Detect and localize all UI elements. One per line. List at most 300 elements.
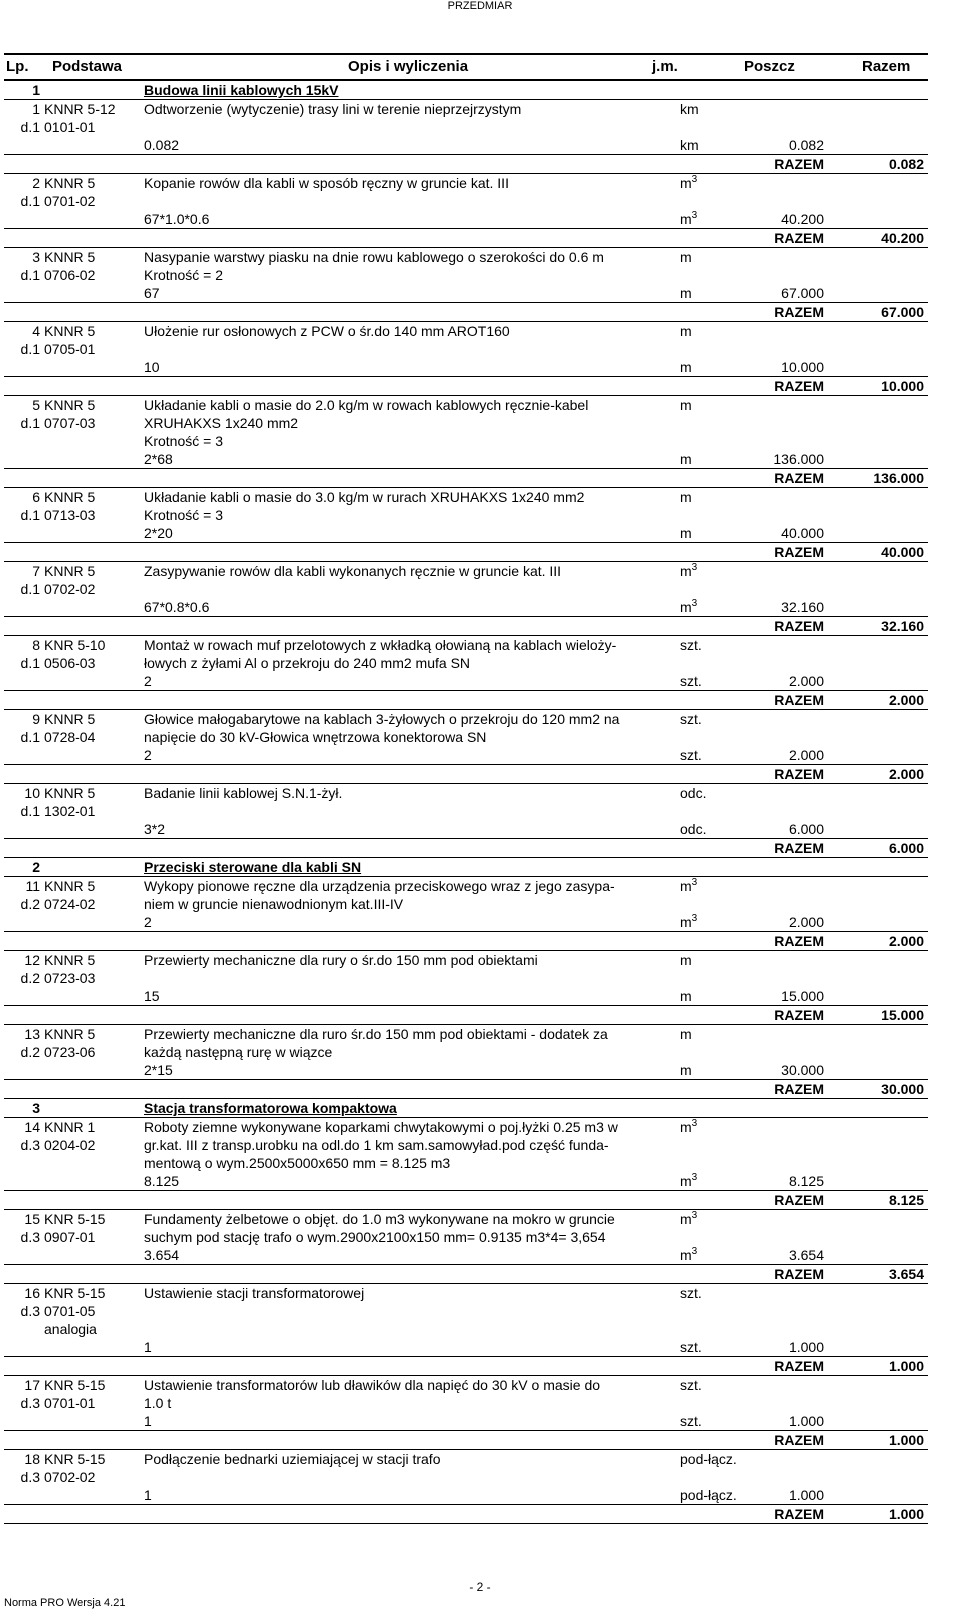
item-description: każdą następną rurę w wiązce [144, 1044, 333, 1060]
estimate-item [4, 562, 928, 636]
item-number: d.1 [20, 729, 40, 745]
calculation-unit: $m^3$ [680, 210, 698, 227]
estimate-item [4, 322, 928, 396]
item-line [4, 414, 928, 432]
item-line [4, 1228, 928, 1246]
col-desc: Opis i wyliczenia [348, 58, 469, 75]
item-total: 30.000 [881, 1081, 924, 1097]
item-total: 3.654 [888, 1266, 924, 1282]
item-description: Odtworzenie (wytyczenie) trasy lini w terenie nieprzejrzystym [144, 101, 522, 117]
section-title: Budowa linii kablowych 15kV [144, 82, 339, 98]
razem-label: RAZEM [774, 766, 824, 782]
item-line [4, 340, 928, 358]
item-line [4, 322, 928, 340]
item-description: Badanie linii kablowej S.N.1-żył. [144, 785, 343, 801]
item-unit: pod-łącz. [680, 1451, 737, 1467]
calculation-unit: m [680, 285, 692, 301]
item-number: d.1 [20, 193, 40, 209]
item-line [4, 654, 928, 672]
item-line [4, 100, 928, 118]
estimate-item [4, 784, 928, 858]
item-number: 9 [32, 711, 40, 727]
calculation-unit: m [680, 359, 692, 375]
calculation: 15 [144, 988, 160, 1004]
razem-label: RAZEM [774, 618, 824, 634]
estimate-item [4, 877, 928, 951]
item-line [4, 1468, 928, 1486]
item-number: 1 [32, 101, 40, 117]
estimate-item [4, 951, 928, 1025]
calculation: 3*2 [144, 821, 166, 837]
col-qty: Poszcz [744, 58, 795, 75]
item-description: Krotność = 2 [144, 267, 223, 283]
calculation-line [4, 598, 928, 616]
section-number: 1 [32, 82, 40, 98]
item-total: 0.082 [888, 156, 924, 172]
item-basis: KNR 5-15 [44, 1451, 106, 1467]
razem-line [4, 154, 928, 173]
section-number: 3 [32, 1100, 40, 1116]
estimate-item [4, 1118, 928, 1210]
item-number: 13 [24, 1026, 40, 1042]
razem-label: RAZEM [774, 1432, 824, 1448]
calculation: 0.082 [144, 137, 180, 153]
item-description: Układanie kabli o masie do 3.0 kg/m w rurach XRUHAKXS 1x240 mm2 [144, 489, 585, 505]
item-description: Krotność = 3 [144, 507, 223, 523]
item-number: 17 [24, 1377, 40, 1393]
section-heading [4, 858, 928, 877]
item-unit: m [680, 952, 692, 968]
calculation-unit: $m^3$ [680, 598, 698, 615]
item-basis: KNR 5-15 [44, 1377, 106, 1393]
razem-label: RAZEM [774, 1266, 824, 1282]
item-basis: KNNR 1 [44, 1119, 96, 1135]
item-number: d.1 [20, 341, 40, 357]
item-number: d.1 [20, 119, 40, 135]
razem-label: RAZEM [774, 692, 824, 708]
razem-label: RAZEM [774, 304, 824, 320]
item-total: 67.000 [881, 304, 924, 320]
calculation-line [4, 746, 928, 764]
calculation-unit: m [680, 1062, 692, 1078]
calculation-line [4, 210, 928, 228]
item-total: 6.000 [888, 840, 924, 856]
item-unit: $m^3$ [680, 1118, 698, 1135]
calculation-line [4, 913, 928, 931]
item-line [4, 432, 928, 450]
item-description: Montaż w rowach muf przelotowych z wkładką ołowianą na kablach wieloży- [144, 637, 617, 653]
item-line [4, 1450, 928, 1468]
item-description: mentową o wym.2500x5000x650 mm = 8.125 m3 [144, 1155, 451, 1171]
razem-line [4, 1504, 928, 1523]
item-basis: KNR 5-15 [44, 1211, 106, 1227]
item-total: 2.000 [888, 766, 924, 782]
quantity: 8.125 [788, 1173, 824, 1189]
item-basis: 1302-01 [44, 803, 96, 819]
calculation-unit: pod-łącz. [680, 1487, 737, 1503]
razem-line [4, 838, 928, 857]
item-total: 2.000 [888, 692, 924, 708]
estimate-table [4, 53, 928, 1524]
item-total: 32.160 [881, 618, 924, 634]
razem-line [4, 931, 928, 950]
section-heading [4, 81, 928, 100]
item-description: Fundamenty żelbetowe o objęt. do 1.0 m3 wykonywane na mokro w gruncie [144, 1211, 615, 1227]
item-unit: km [680, 101, 699, 117]
item-basis: KNNR 5-12 [44, 101, 116, 117]
item-number: 5 [32, 397, 40, 413]
item-number: 2 [32, 175, 40, 191]
item-line [4, 1394, 928, 1412]
calculation: 3.654 [144, 1247, 180, 1263]
razem-line [4, 542, 928, 561]
calculation: 2 [144, 673, 152, 689]
item-number: d.2 [20, 896, 40, 912]
razem-label: RAZEM [774, 156, 824, 172]
calculation: 2*15 [144, 1062, 173, 1078]
item-number: 7 [32, 563, 40, 579]
item-description: 1.0 t [144, 1395, 172, 1411]
razem-line [4, 1079, 928, 1098]
item-basis: analogia [44, 1321, 97, 1337]
item-line [4, 1043, 928, 1061]
calculation-unit: m [680, 451, 692, 467]
estimate-item [4, 1450, 928, 1524]
item-total: 40.200 [881, 230, 924, 246]
item-number: d.3 [20, 1137, 40, 1153]
estimate-item [4, 100, 928, 174]
item-total: 136.000 [873, 470, 924, 486]
item-unit: $m^3$ [680, 1210, 698, 1227]
item-description: Przewierty mechaniczne dla rury o śr.do 150 mm pod obiektami [144, 952, 538, 968]
calculation: 8.125 [144, 1173, 180, 1189]
item-basis: 0728-04 [44, 729, 96, 745]
item-line [4, 784, 928, 802]
item-basis: 0707-03 [44, 415, 96, 431]
item-total: 15.000 [881, 1007, 924, 1023]
item-total: 1.000 [888, 1358, 924, 1374]
razem-line [4, 302, 928, 321]
item-description: łowych z żyłami Al o przekroju do 240 mm2 mufa SN [144, 655, 471, 671]
item-line [4, 396, 928, 414]
calculation: 67*1.0*0.6 [144, 211, 210, 227]
item-number: d.1 [20, 507, 40, 523]
item-description: XRUHAKXS 1x240 mm2 [144, 415, 299, 431]
col-total: Razem [862, 58, 911, 75]
item-number: 18 [24, 1451, 40, 1467]
razem-line [4, 228, 928, 247]
item-line [4, 562, 928, 580]
calculation-line [4, 672, 928, 690]
item-total: 1.000 [888, 1506, 924, 1522]
quantity: 1.000 [788, 1487, 824, 1503]
page-header-title: PRZEDMIAR [447, 0, 513, 12]
item-basis: KNNR 5 [44, 711, 96, 727]
item-line [4, 118, 928, 136]
item-basis: 0702-02 [44, 1469, 96, 1485]
razem-line [4, 1264, 928, 1283]
col-jm: j.m. [652, 58, 678, 75]
quantity: 1.000 [788, 1339, 824, 1355]
item-basis: 0706-02 [44, 267, 96, 283]
item-unit: $m^3$ [680, 877, 698, 894]
razem-label: RAZEM [774, 933, 824, 949]
item-unit: szt. [680, 637, 702, 653]
item-basis: 0204-02 [44, 1137, 96, 1153]
calculation: 2*20 [144, 525, 173, 541]
item-unit: szt. [680, 1377, 702, 1393]
item-description: suchym pod stację trafo o wym.2900x2100x150 mm= 0.9135 m3*4= 3,654 [144, 1229, 606, 1245]
table-body [4, 81, 928, 1524]
item-line [4, 174, 928, 192]
calculation-unit: szt. [680, 1413, 702, 1429]
calculation-unit: km [680, 137, 699, 153]
section-number: 2 [32, 859, 40, 875]
calculation: 2 [144, 914, 152, 930]
razem-line [4, 1356, 928, 1375]
item-line [4, 636, 928, 654]
calculation-unit: szt. [680, 673, 702, 689]
estimate-item [4, 710, 928, 784]
item-number: d.1 [20, 803, 40, 819]
item-line [4, 1118, 928, 1136]
quantity: 40.200 [781, 211, 824, 227]
item-number: 4 [32, 323, 40, 339]
quantity: 2.000 [788, 747, 824, 763]
item-line [4, 951, 928, 969]
item-line [4, 1320, 928, 1338]
calculation-unit: m [680, 988, 692, 1004]
item-total: 8.125 [888, 1192, 924, 1208]
item-description: gr.kat. III z transp.urobku na odl.do 1 km sam.samowyład.pod część funda- [144, 1137, 609, 1153]
razem-label: RAZEM [774, 840, 824, 856]
razem-label: RAZEM [774, 1358, 824, 1374]
item-basis: KNNR 5 [44, 878, 96, 894]
calculation-line [4, 284, 928, 302]
item-basis: 0713-03 [44, 507, 96, 523]
item-line [4, 802, 928, 820]
item-basis: KNNR 5 [44, 397, 96, 413]
item-basis: KNR 5-10 [44, 637, 106, 653]
software-version: Norma PRO Wersja 4.21 [4, 1597, 126, 1609]
calculation-line [4, 358, 928, 376]
razem-label: RAZEM [774, 544, 824, 560]
item-description: Przewierty mechaniczne dla ruro śr.do 150 mm pod obiektami - dodatek za [144, 1026, 608, 1042]
calculation-line [4, 524, 928, 542]
item-basis: 0705-01 [44, 341, 96, 357]
table-header [4, 53, 928, 81]
item-unit: $m^3$ [680, 562, 698, 579]
item-number: 6 [32, 489, 40, 505]
item-line [4, 580, 928, 598]
item-basis: KNNR 5 [44, 785, 96, 801]
quantity: 10.000 [781, 359, 824, 375]
item-line [4, 1376, 928, 1394]
calculation-unit: $m^3$ [680, 1172, 698, 1189]
item-description: Wykopy pionowe ręczne dla urządzenia przeciskowego wraz z jego zasypa- [144, 878, 615, 894]
calculation-line [4, 450, 928, 468]
quantity: 6.000 [788, 821, 824, 837]
item-number: d.2 [20, 970, 40, 986]
item-unit: m [680, 1026, 692, 1042]
calculation-unit: odc. [680, 821, 707, 837]
page-number: - 2 - [469, 1580, 491, 1594]
calculation-line [4, 1412, 928, 1430]
estimate-item [4, 248, 928, 322]
item-basis: KNNR 5 [44, 1026, 96, 1042]
item-unit: m [680, 397, 692, 413]
estimate-item [4, 1284, 928, 1376]
item-total: 10.000 [881, 378, 924, 394]
item-line [4, 969, 928, 987]
item-basis: KNR 5-15 [44, 1285, 106, 1301]
item-number: d.3 [20, 1303, 40, 1319]
item-line [4, 1302, 928, 1320]
calculation-line [4, 1486, 928, 1504]
item-description: Kopanie rowów dla kabli w sposób ręczny w gruncie kat. III [144, 175, 509, 191]
item-description: Krotność = 3 [144, 433, 223, 449]
razem-line [4, 376, 928, 395]
item-number: d.1 [20, 267, 40, 283]
col-base: Podstawa [52, 58, 123, 75]
calculation: 67*0.8*0.6 [144, 599, 210, 615]
section-title: Przeciski sterowane dla kabli SN [144, 859, 362, 875]
item-line [4, 1025, 928, 1043]
item-basis: 0724-02 [44, 896, 96, 912]
section-heading [4, 1099, 928, 1118]
item-number: d.3 [20, 1469, 40, 1485]
razem-line [4, 1190, 928, 1209]
item-line [4, 488, 928, 506]
calculation-line [4, 820, 928, 838]
item-number: 16 [24, 1285, 40, 1301]
item-total: 40.000 [881, 544, 924, 560]
razem-label: RAZEM [774, 1506, 824, 1522]
quantity: 1.000 [788, 1413, 824, 1429]
item-description: Nasypanie warstwy piasku na dnie rowu kablowego o szerokości do 0.6 m [144, 249, 604, 265]
item-line [4, 248, 928, 266]
quantity: 136.000 [773, 451, 824, 467]
quantity: 15.000 [781, 988, 824, 1004]
calculation: 2 [144, 747, 152, 763]
quantity: 40.000 [781, 525, 824, 541]
quantity: 32.160 [781, 599, 824, 615]
item-basis: KNNR 5 [44, 489, 96, 505]
item-line [4, 1136, 928, 1154]
calculation-unit: $m^3$ [680, 1246, 698, 1263]
item-total: 1.000 [888, 1432, 924, 1448]
calculation: 1 [144, 1487, 152, 1503]
item-description: niem w gruncie nienawodnionym kat.III-IV [144, 896, 404, 912]
calculation-line [4, 987, 928, 1005]
item-number: 10 [24, 785, 40, 801]
razem-line [4, 1430, 928, 1449]
item-number: d.1 [20, 655, 40, 671]
calculation: 10 [144, 359, 160, 375]
item-unit: m [680, 249, 692, 265]
quantity: 0.082 [788, 137, 824, 153]
quantity: 2.000 [788, 914, 824, 930]
calculation: 2*68 [144, 451, 173, 467]
item-basis: 0701-01 [44, 1395, 96, 1411]
item-basis: 0702-02 [44, 581, 96, 597]
item-line [4, 1284, 928, 1302]
calculation-unit: szt. [680, 747, 702, 763]
item-number: d.2 [20, 1044, 40, 1060]
item-description: Układanie kabli o masie do 2.0 kg/m w rowach kablowych ręcznie-kabel [144, 397, 589, 413]
item-unit: szt. [680, 1285, 702, 1301]
item-line [4, 877, 928, 895]
item-number: d.1 [20, 415, 40, 431]
item-basis: KNNR 5 [44, 952, 96, 968]
item-description: Głowice małogabarytowe na kablach 3-żyłowych o przekroju do 120 mm2 na [144, 711, 620, 727]
item-description: Ustawienie transformatorów lub dławików dla napięć do 30 kV o masie do [144, 1377, 601, 1393]
item-basis: 0701-02 [44, 193, 96, 209]
item-line [4, 895, 928, 913]
razem-line [4, 468, 928, 487]
item-unit: $m^3$ [680, 174, 698, 191]
item-basis: KNNR 5 [44, 175, 96, 191]
item-description: Zasypywanie rowów dla kabli wykonanych ręcznie w gruncie kat. III [144, 563, 562, 579]
razem-line [4, 764, 928, 783]
item-basis: 0101-01 [44, 119, 96, 135]
item-number: 3 [32, 249, 40, 265]
item-unit: m [680, 323, 692, 339]
col-lp: Lp. [6, 58, 29, 75]
item-basis: 0701-05 [44, 1303, 96, 1319]
calculation-line [4, 1338, 928, 1356]
item-number: 15 [24, 1211, 40, 1227]
estimate-item [4, 636, 928, 710]
item-unit: m [680, 489, 692, 505]
item-line [4, 506, 928, 524]
estimate-item [4, 1025, 928, 1099]
estimate-item [4, 396, 928, 488]
item-description: Roboty ziemne wykonywane koparkami chwytakowymi o poj.łyżki 0.25 m3 w [144, 1119, 618, 1135]
item-basis: KNNR 5 [44, 249, 96, 265]
calculation-unit: szt. [680, 1339, 702, 1355]
item-number: 11 [25, 878, 40, 894]
item-line [4, 266, 928, 284]
razem-line [4, 690, 928, 709]
razem-label: RAZEM [774, 470, 824, 486]
item-number: d.3 [20, 1395, 40, 1411]
calculation-line [4, 1172, 928, 1190]
estimate-item [4, 1210, 928, 1284]
razem-line [4, 1005, 928, 1024]
item-total: 2.000 [888, 933, 924, 949]
item-basis: 0907-01 [44, 1229, 96, 1245]
quantity: 30.000 [781, 1062, 824, 1078]
calculation: 67 [144, 285, 160, 301]
calculation: 1 [144, 1413, 152, 1429]
item-basis: 0723-06 [44, 1044, 96, 1060]
item-description: Ustawienie stacji transformatorowej [144, 1285, 365, 1301]
razem-label: RAZEM [774, 378, 824, 394]
item-unit: odc. [680, 785, 707, 801]
item-line [4, 1210, 928, 1228]
item-number: d.3 [20, 1229, 40, 1245]
item-description: Ułożenie rur osłonowych z PCW o śr.do 140 mm AROT160 [144, 323, 510, 339]
item-basis: 0723-03 [44, 970, 96, 986]
item-basis: 0506-03 [44, 655, 96, 671]
quantity: 67.000 [781, 285, 824, 301]
calculation-unit: m [680, 525, 692, 541]
calculation-line [4, 1246, 928, 1264]
item-line [4, 728, 928, 746]
calculation-line [4, 136, 928, 154]
item-basis: KNNR 5 [44, 323, 96, 339]
